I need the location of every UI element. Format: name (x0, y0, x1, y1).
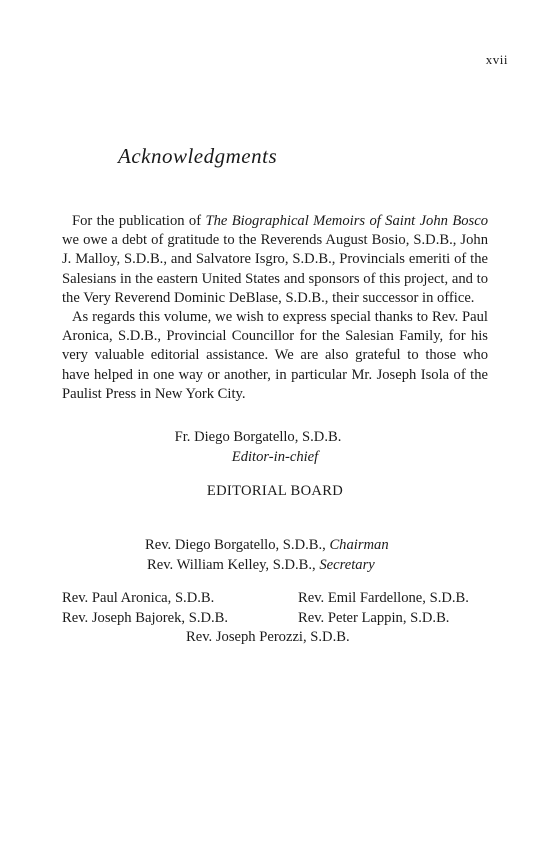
member-name: Rev. Peter Lappin, S.D.B. (298, 609, 450, 626)
member-name: Rev. Emil Fardellone, S.D.B. (298, 590, 469, 606)
officer-name: Rev. Diego Borgatello, S.D.B., (145, 537, 330, 553)
member-name: Rev. Paul Aronica, S.D.B. (62, 590, 215, 606)
officer-role: Chairman (329, 537, 389, 553)
officer-secretary (147, 556, 488, 576)
signature-block (62, 428, 488, 467)
signature-name: Fr. Diego Borgatello, S.D.B. (174, 429, 342, 445)
paragraph-1-body: we owe a debt of gratitude to the Reverends August Bosio, S.D.B., John J. Malloy, S.D.B., and Salvatore Isgro, S.D.B., Provincials emeriti of the Salesians in the eastern United States and sponsors of this project, and to the Very Reverend Dominic DeBlase, S.D.B., their successor in office. (62, 232, 488, 306)
page-number: xvii (485, 52, 508, 67)
acknowledgments-text (62, 212, 488, 404)
paragraph-2: As regards this volume, we wish to express special thanks to Rev. Paul Aronica, S.D.B., Provincial Councillor for the Salesian Family, for his very valuable editorial assistance. We are also grateful to those who have helped in one way or another, in particular Mr. Joseph Isola of the Paulist Press in New York City. (62, 309, 488, 402)
signature-title: Editor-in-chief (231, 448, 319, 465)
editorial-board-members (62, 589, 502, 648)
page-title: Acknowledgments (118, 144, 278, 168)
officer-chairman (145, 536, 488, 556)
officer-role: Secretary (319, 556, 375, 573)
editorial-board-officers (62, 536, 488, 575)
member-row (62, 609, 502, 629)
paragraph-1 (62, 212, 488, 308)
member-name: Rev. Joseph Perozzi, S.D.B. (186, 629, 350, 645)
officer-name: Rev. William Kelley, S.D.B., (147, 556, 320, 573)
member-name: Rev. Joseph Bajorek, S.D.B. (62, 609, 229, 626)
member-row (62, 589, 502, 609)
paragraph-1-intro: For the publication of (72, 213, 206, 229)
book-title: The Biographical Memoirs of Saint John Bosco (205, 213, 488, 229)
editorial-board-heading: EDITORIAL BOARD (206, 483, 344, 499)
